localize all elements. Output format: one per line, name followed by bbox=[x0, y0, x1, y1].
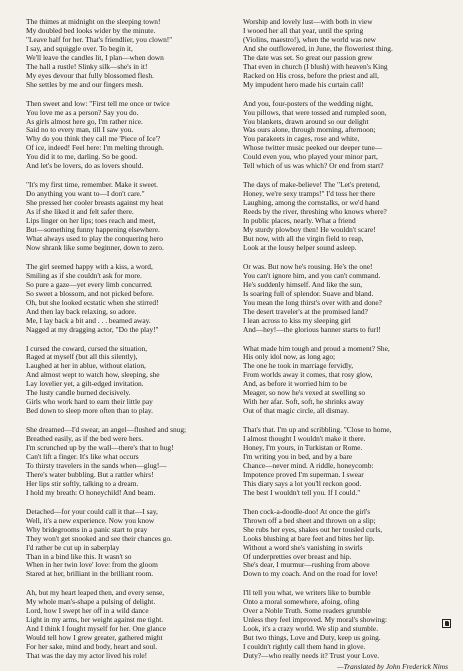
poem-line: I'd rather be cut up in saberplay bbox=[26, 543, 120, 552]
poem-line: Stared at her, brilliant in the brilliant room. bbox=[26, 570, 154, 579]
poem-line: You can't ignore him, and you can't command. bbox=[243, 271, 381, 280]
stanza bbox=[26, 181, 231, 253]
poem-line: Could even you, who played your minor part, bbox=[243, 153, 378, 162]
poem-line: Or was. But now he's rousing. He's the one! bbox=[243, 262, 373, 271]
stanza bbox=[243, 589, 448, 661]
poem-line: I hold my breath: O honeychild! And beam. bbox=[26, 488, 156, 497]
poem-line: Raged at myself (but all this silently), bbox=[26, 353, 138, 362]
poem-line: The one he took in marriage fervidly, bbox=[243, 362, 354, 371]
poem-line: Said no to every man, till I saw you. bbox=[26, 126, 134, 135]
poem-line: Laughed at her in ablue, without elation, bbox=[26, 362, 146, 371]
poem-line: That even in church (I blush) with heaven's King bbox=[243, 62, 388, 71]
poem-line: Now shrank like some beginner, down to zero. bbox=[26, 243, 164, 252]
poem-line: You parakeets in cages, rose and white, bbox=[243, 135, 360, 144]
stanza bbox=[243, 181, 448, 253]
poem-line: Whose twitter music peeked our deeper tune— bbox=[243, 144, 383, 153]
poem-line: And she outflowered, in June, the floweriest thing. bbox=[243, 44, 393, 53]
poem-line: With her afar. Soft, soft, he shrinks away bbox=[243, 398, 364, 407]
poem-line: The days of make-believe! The "Let's pretend, bbox=[243, 181, 380, 190]
poem-line: As girls almost here go, I'm rather nice. bbox=[26, 117, 143, 126]
poem-line: The lusty candle burned decisively. bbox=[26, 389, 131, 398]
poem-line: She dreamed—I'd swear, an angel—flushed and snug; bbox=[26, 426, 187, 435]
poem-line: There's water bubbling. But a rattler whirs! bbox=[26, 470, 154, 479]
stanza bbox=[243, 18, 448, 90]
poem-line: Well, it's a new experience. Now you know bbox=[26, 516, 155, 525]
poem-line: She's dear, I murmur—rushing from above bbox=[243, 561, 370, 570]
poem-line: Impotence proved I'm superman. I swear bbox=[243, 470, 364, 479]
poem-line: My eyes devour that fully blossomed flesh. bbox=[26, 71, 154, 80]
poem-line: Worship and lovely lust—with both in view bbox=[243, 18, 373, 26]
poem-line: Of underpretties over breast and hip. bbox=[243, 552, 352, 561]
poem-line: Chance—never mind. A riddle, honeycomb: bbox=[243, 461, 374, 470]
translator-credit: —Translated by John Frederick Nims bbox=[337, 662, 448, 671]
poem-line: Do anything you want to—I don't care." bbox=[26, 190, 145, 199]
poem-line: The desert traveler's at the promised land? bbox=[243, 307, 368, 316]
stanza bbox=[243, 508, 448, 580]
stanza bbox=[243, 100, 448, 172]
poem-line: Breathed easily, as if the bed were hers. bbox=[26, 435, 144, 444]
poem-line: Is soaring full of splendor. Suave and bland. bbox=[243, 289, 374, 298]
poem-line: I almost thought I wouldn't make it there. bbox=[243, 435, 366, 444]
poem-line: The hall a rustle! Slinky silk—she's in it! bbox=[26, 62, 148, 71]
poem-line: Me, I lay back a bit and . . . beamed away. bbox=[26, 316, 151, 325]
poem-line: Tell which of us was which? Or end from start? bbox=[243, 162, 384, 171]
poem-line: I wooed her all that year, until the spring bbox=[243, 26, 364, 35]
poem-line: Then sweet and low: "First tell me once or twice bbox=[26, 99, 170, 108]
poem-line: You love me as a person? Say you do. bbox=[26, 108, 139, 117]
poem-line: Lips linger on her lips; toes reach and meet, bbox=[26, 217, 156, 226]
stanza bbox=[26, 18, 231, 90]
poem-line: Can't lift a finger. It's like what occurs bbox=[26, 452, 139, 461]
poem-line: Girls who work hard to earn their little pay bbox=[26, 398, 153, 407]
poem-line: And—hey!—the glorious banner starts to furl! bbox=[243, 325, 381, 334]
stanza bbox=[243, 426, 448, 498]
stanza bbox=[26, 100, 231, 172]
poem-line: Lay lovelier yet, a gilt-edged invitation. bbox=[26, 380, 144, 389]
poem-line: What always used to play the conquering hero bbox=[26, 234, 163, 243]
stanza bbox=[26, 263, 231, 335]
poem-line: They won't get snooked and see their chances go. bbox=[26, 534, 173, 543]
poem-line: I'm scrunched up by the wall—there's that to hug! bbox=[26, 444, 174, 453]
poem-line: I cursed the coward, cursed the situation, bbox=[26, 344, 148, 353]
poem-line: My sturdy plowboy then! He wouldn't scare! bbox=[243, 226, 376, 235]
poem-line: But now, with all the virgin field to reap, bbox=[243, 234, 364, 243]
poem-line: My impudent hero made his curtain call! bbox=[243, 80, 364, 89]
poem-line: Laughing, among the cornstalks, or we'd hand bbox=[243, 199, 380, 208]
poem-line: She rubs her eyes, shakes out her tousled curls, bbox=[243, 525, 383, 534]
stanza bbox=[26, 426, 231, 498]
poem-line: This diary says a lot you'll reckon good. bbox=[243, 479, 362, 488]
playboy-rabbit-icon bbox=[442, 619, 451, 628]
stanza bbox=[26, 589, 231, 661]
poem-line: And you, four-posters of the wedding night, bbox=[243, 99, 373, 108]
poem-line: Unless they feel improved. My moral's showing: bbox=[243, 616, 387, 625]
poem-line: Smiling as if she couldn't ask for more. bbox=[26, 271, 142, 280]
poem-line: I'm writing you in bed, and by a bare bbox=[243, 452, 353, 461]
stanza bbox=[26, 508, 231, 580]
poem-line: You did it to me, darling. So be good. bbox=[26, 153, 138, 162]
poem-line: And, as before it worried him to be bbox=[243, 380, 347, 389]
poem-line: "It's my first time, remember. Make it sweet. bbox=[26, 181, 159, 190]
poem-line: Was ours alone, through morning, afternoon; bbox=[243, 126, 376, 135]
poem-line: Then cock-a-doodle-doo! At once the girl's bbox=[243, 507, 371, 516]
poem-line: In public places, nearly. What a friend bbox=[243, 217, 356, 226]
poem-line: Looks blushing at bare feet and bites her lip. bbox=[243, 534, 375, 543]
poem-line: Meager, so now he's vexed at swelling so bbox=[243, 389, 366, 398]
poem-line: Out of that magic circle, all dismay. bbox=[243, 407, 349, 416]
stanza bbox=[243, 345, 448, 417]
poem-line: I'll tell you what, we writers like to bumble bbox=[243, 589, 371, 598]
poem-line: I say, and squiggle over. To begin it, bbox=[26, 44, 133, 53]
poem-line: So pure a gaze—yet every limb concurred. bbox=[26, 280, 153, 289]
poem-line: He's suddenly himself. And like the sun, bbox=[243, 280, 363, 289]
poem-line: Lord, how I swept her off in a wild dance bbox=[26, 607, 149, 616]
poem-line: We'll leave the candles lit, I plan—when down bbox=[26, 53, 164, 62]
poem-line: Onto a moral somewhere, afoing, ofing bbox=[243, 598, 360, 607]
poem-line: Without a word she's vanishing in swirls bbox=[243, 543, 363, 552]
poem-line: Thrown off a bed sheet and thrown on a slip; bbox=[243, 516, 376, 525]
poem-line: And almost wept to watch how, sleeping, she bbox=[26, 371, 160, 380]
poem-line: Of ice, indeed! Feel here: I'm melting through. bbox=[26, 144, 164, 153]
poem-line: Light in my arms, her weight against me tight. bbox=[26, 616, 164, 625]
poem-line: To thirsty travelers in the sands when—glug!— bbox=[26, 461, 167, 470]
poem-line: What made him tough and proud a moment? She, bbox=[243, 344, 390, 353]
poem-line: Why do you think they call me 'Piece of Ice'? bbox=[26, 135, 161, 144]
poem-column-right bbox=[243, 18, 448, 671]
poem-line: Detached—for your could call it that—I say, bbox=[26, 507, 158, 516]
poem-line: That was the day my actor lived his role! bbox=[26, 652, 148, 661]
poem-line: That's that. I'm up and scribbling. "Close to home, bbox=[243, 426, 392, 435]
poem-line: Ah, but my heart leaped then, and every sense, bbox=[26, 589, 165, 598]
poem-line: Bed down to sleep more often than to play. bbox=[26, 407, 153, 416]
stanza bbox=[243, 263, 448, 335]
poem-line: But two things, Love and Duty, keep us going. bbox=[243, 634, 381, 643]
poem-line: Honey, I'm yours, in Turkistan or Rome. bbox=[243, 444, 363, 453]
poem-line: As if she liked it and felt safer there. bbox=[26, 208, 134, 217]
poem-line: Would tell how I grew greater, gathered might bbox=[26, 634, 163, 643]
poem-line: For her sake, mind and body, heart and soul. bbox=[26, 643, 158, 652]
poem-line: But—something funny happening elsewhere. bbox=[26, 226, 160, 235]
poem-line: Down to my coach. And on the road for love! bbox=[243, 570, 378, 579]
poem-line: She pressed her cooler breasts against my heat bbox=[26, 199, 164, 208]
poem-line: You mean the long thirst's over with and done? bbox=[243, 298, 382, 307]
poem-line: Oh, but she looked ecstatic when she stirred! bbox=[26, 298, 159, 307]
stanza bbox=[26, 345, 231, 417]
poem-line: The date was set. So great our passion grew bbox=[243, 53, 373, 62]
poem-line: (Violins, maestro!), when the world was new bbox=[243, 35, 376, 44]
poem-line: The girl seemed happy with a kiss, a word, bbox=[26, 262, 153, 271]
poem-line: Look, it's a crazy world. We slip and stumble. bbox=[243, 625, 379, 634]
poem-line: From worlds away it comes, that rosy glow, bbox=[243, 371, 373, 380]
poem-line: And I think I fought myself for her. One glance bbox=[26, 625, 166, 634]
poem-line: My whole man's-shape a pulsing of delight. bbox=[26, 598, 156, 607]
poem-line: I couldn't rightly call them hand in glove. bbox=[243, 643, 366, 652]
poem-line: And let's be lovers, do as lovers should. bbox=[26, 162, 144, 171]
poem-line: "Leave half for her. That's friendlier, you clown!" bbox=[26, 35, 173, 44]
poem-line: The thimes at midnight on the sleeping town! bbox=[26, 18, 161, 26]
poem-line: Duty?—who really needs it? Trust your Love. bbox=[243, 652, 380, 661]
poem-line: Honey, we're sexy tramps!" I'd toss her there bbox=[243, 190, 376, 199]
poem-line: Why bridegrooms in a panic start to pray bbox=[26, 525, 148, 534]
poem-line: She settles by me and our fingers mesh. bbox=[26, 80, 144, 89]
poem-line: Look at the lousy helper sound asleep. bbox=[243, 243, 357, 252]
poem-line: Racked on His cross, before the priest and all, bbox=[243, 71, 379, 80]
poem-line: When in her twin love' love: from the gloom bbox=[26, 561, 158, 570]
poem-line: The best I wouldn't tell you. If I could." bbox=[243, 488, 361, 497]
poem-line: You pillows, that were tossed and rumpled soon, bbox=[243, 108, 387, 117]
poem-line: You blankets, drawn around so our delight bbox=[243, 117, 369, 126]
poem-column-left bbox=[26, 18, 231, 661]
poem-line: His only idol now, as long ago; bbox=[243, 353, 336, 362]
poem-line: Her lips stir softly, talking to a dream. bbox=[26, 479, 139, 488]
poem-line: Over a Noble Truth. Some readers grumble bbox=[243, 607, 371, 616]
poem-line: Than in a bind like this. It wasn't so bbox=[26, 552, 132, 561]
poem-line: And then lay back relaxing, so adore. bbox=[26, 307, 137, 316]
poem-line: Nagged at my dragging actor, "Do the play!" bbox=[26, 325, 159, 334]
poem-line: Reeds by the river, threshing who knows where? bbox=[243, 208, 387, 217]
poem-line: My doubled bed looks wider by the minute. bbox=[26, 26, 156, 35]
poem-line: I lean across to kiss my sleeping girl bbox=[243, 316, 351, 325]
poem-line: So sweet a blossom, and not picked before. bbox=[26, 289, 154, 298]
